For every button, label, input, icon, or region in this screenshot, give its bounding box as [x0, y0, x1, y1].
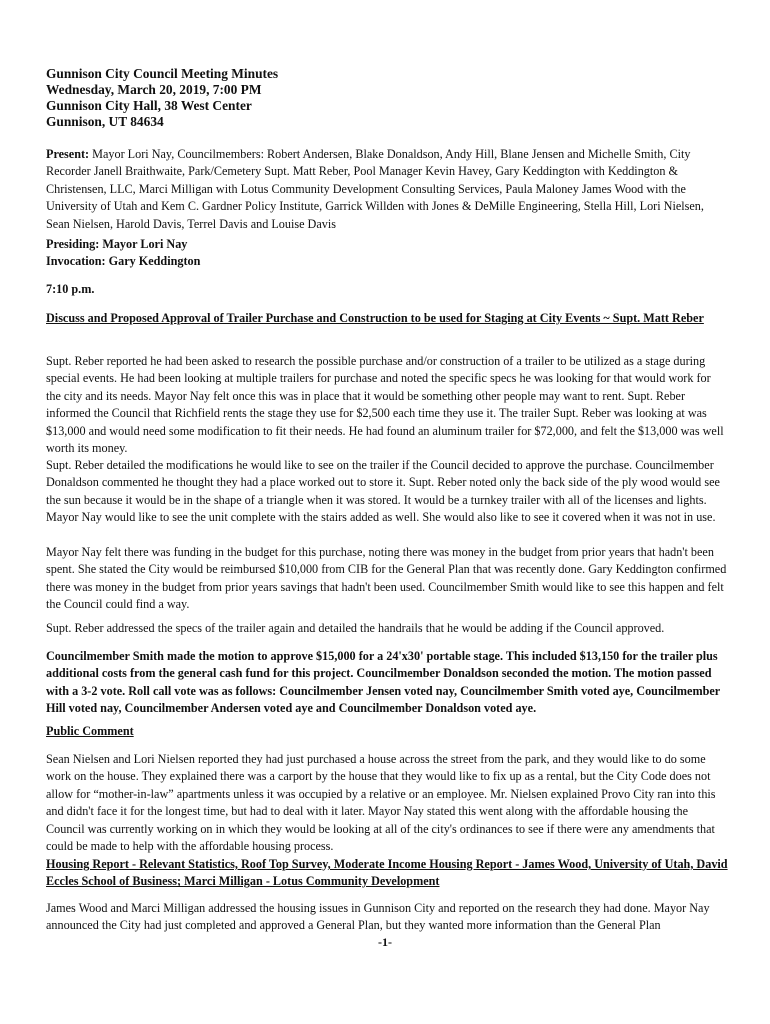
trailer-section-heading: Discuss and Proposed Approval of Trailer Purchase and Construction to be used for Staging at City Events ~ Supt. Matt Reber: [46, 311, 704, 325]
present-paragraph: [46, 146, 728, 233]
meeting-title: Gunnison City Council Meeting Minutes: [46, 66, 279, 81]
meeting-city: Gunnison, UT 84634: [46, 114, 164, 129]
public-comment-paragraph: Sean Nielsen and Lori Nielsen reported they had just purchased a house across the street from the park, and they would like to do some work on the house. They explained there was a carport by the house that they would like to fix up as a rental, but the City Code does not allow for “mother-in-law” apartments unless it was occupied by a relative or an employee. Mr. Nielsen explained Provo City ran into this and didn't face it for the longest time, but had to deal with it later. Mayor Nay stated this went along with the affordable housing the Council was currently working on in which they would be looking at all of the city's ordinances to see if there were any amendments that could be made to help with the affordable housing process.: [46, 752, 716, 854]
meeting-location: Gunnison City Hall, 38 West Center: [46, 98, 252, 113]
public-comment-heading: Public Comment: [46, 724, 134, 738]
present-label: Present:: [46, 147, 90, 161]
trailer-paragraph-3: Mayor Nay felt there was funding in the budget for this purchase, noting there was money in the budget from prior years that hadn't been spent. She stated the City would be reimbursed $10,000 from CIB for the General Plan that was recently done. Gary Keddington confirmed there was money in the budget from prior years savings that hadn't been used. Councilmember Smith would like to see this happen and felt the Council could find a way.: [46, 545, 727, 612]
page-number: -1-: [378, 935, 392, 949]
presiding-invocation: [46, 236, 728, 271]
trailer-motion: Councilmember Smith made the motion to approve $15,000 for a 24'x30' portable stage. This included $13,150 for the trailer plus additional costs from the general cash fund for this project. Councilmember Donaldson seconded the motion. The motion passed with a 3-2 vote. Roll call vote was as follows: Councilmember Jensen voted nay, Councilmember Smith voted aye, Councilmember Hill voted nay, Councilmember Andersen voted aye and Councilmember Donaldson voted aye.: [46, 649, 720, 716]
trailer-paragraph-4: Supt. Reber addressed the specs of the trailer again and detailed the handrails that he would be adding if the Council approved.: [46, 621, 665, 635]
housing-report-paragraph: James Wood and Marci Milligan addressed the housing issues in Gunnison City and reported on the research they had done. Mayor Nay announced the City had just completed and approved a General Plan, but they wanted more information than the General Plan: [46, 901, 710, 933]
present-list: Mayor Lori Nay, Councilmembers: Robert Andersen, Blake Donaldson, Andy Hill, Blane Jensen and Michelle Smith, City Recorder Janell Braithwaite, Park/Cemetery Supt. Matt Reber, Pool Manager Kevin Havey, Gary Keddington with Keddington & Christensen, LLC, Marci Milligan with Lotus Community Development Consulting Services, Paula Maloney James Wood with the University of Utah and Kem C. Gardner Policy Institute, Garrick Willden with Jones & DeMille Engineering, Stella Hill, Lori Nielsen, Sean Nielsen, Harold Davis, Terrel Davis and Louise Davis: [46, 147, 704, 231]
presiding-line: Presiding: Mayor Lori Nay: [46, 237, 188, 251]
invocation-line: Invocation: Gary Keddington: [46, 254, 201, 269]
trailer-paragraph-2: Supt. Reber detailed the modifications he would like to see on the trailer if the Council decided to approve the purchase. Councilmember Donaldson commented he thought they had a place worked out to store it. Supt. Reber noted only the back side of the ply wood would see the sun because it would be in the shape of a triangle when it was stored. It would be a turnkey trailer with all of the licenses and lights. Mayor Nay would like to see the unit complete with the stairs added as well. She would also like to see it covered when it was not in use.: [46, 458, 720, 525]
start-time: 7:10 p.m.: [46, 282, 95, 296]
document-header: [46, 66, 728, 130]
housing-report-heading: Housing Report - Relevant Statistics, Roof Top Survey, Moderate Income Housing Report - James Wood, University of Utah, David Eccles School of Business; Marci Milligan - Lotus Community Development: [46, 857, 728, 889]
trailer-paragraph-1: Supt. Reber reported he had been asked to research the possible purchase and/or construction of a trailer to be utilized as a stage during special events. He had been looking at multiple trailers for purchase and noted the specific specs he was looking for that would work for the city and its needs. Mayor Nay felt once this was in place that it would be something other people may want to rent. Supt. Reber informed the Council that Richfield rents the stage they use for $2,500 each time they use it. The trailer Supt. Reber was looking at was $13,000 and would need some modification to fit their needs. He had found an aluminum trailer for $72,000, and felt the $13,000 was well worth its money.: [46, 354, 724, 456]
meeting-datetime: Wednesday, March 20, 2019, 7:00 PM: [46, 82, 262, 97]
